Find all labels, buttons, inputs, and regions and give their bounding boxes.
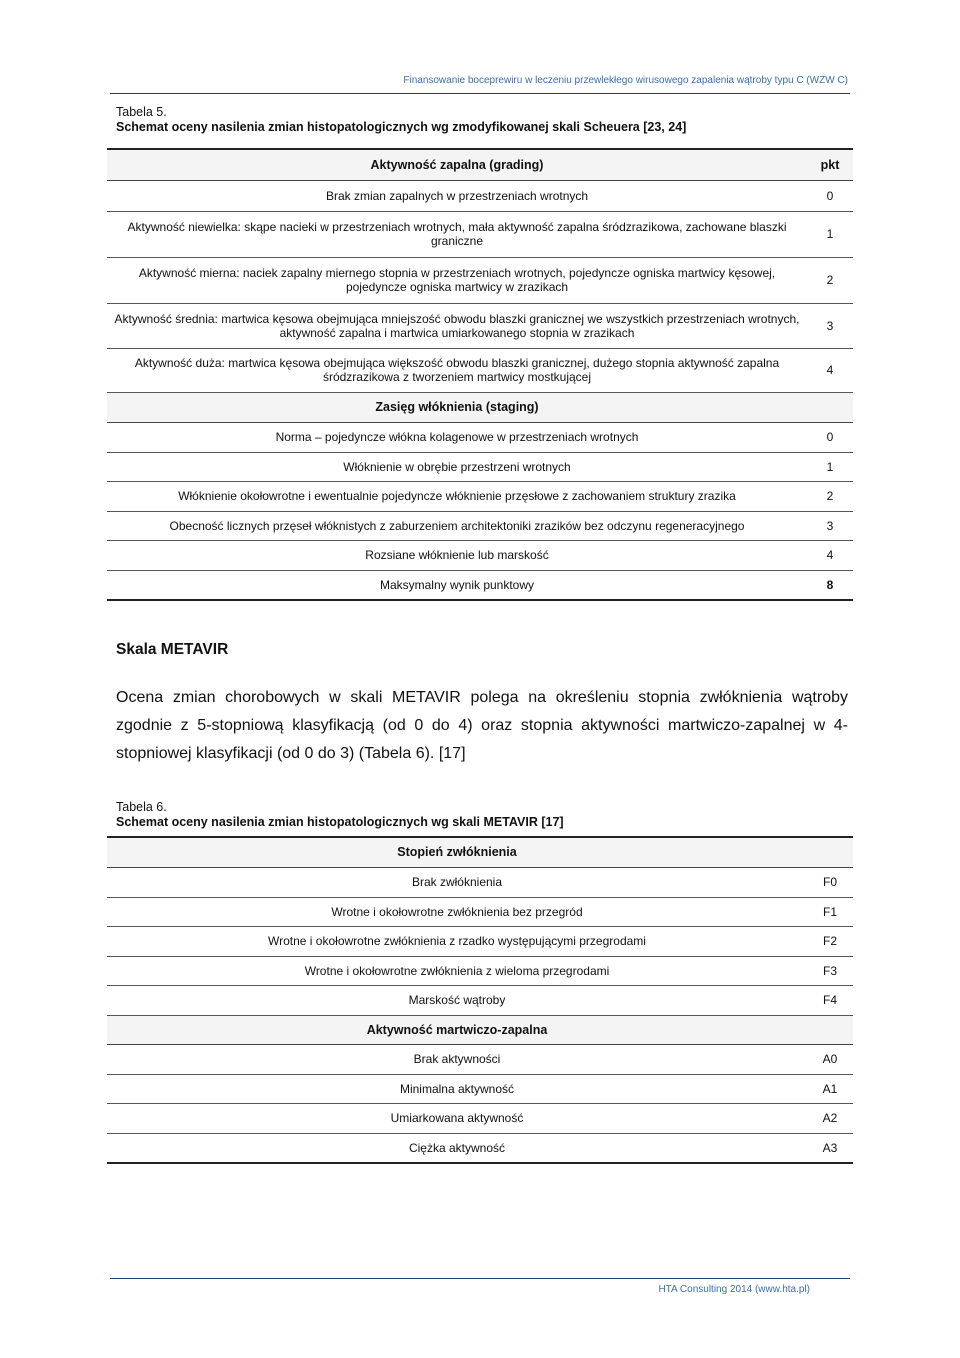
row-description: Umiarkowana aktywność [107,1103,807,1133]
row-description: Norma – pojedyncze włókna kolagenowe w przestrzeniach wrotnych [107,422,807,452]
table-row [107,867,853,897]
footer-rule [110,1278,850,1279]
table-row [107,511,853,540]
row-code: A0 [807,1044,853,1074]
pkt-header: pkt [807,149,853,180]
staging-header-empty [807,392,853,422]
table6-activity-header-row [107,1015,853,1044]
table-row [107,211,853,257]
fibrosis-header: Stopień zwłóknienia [107,837,807,867]
table6-caption [116,800,564,830]
row-description: Aktywność duża: martwica kęsowa obejmująca większość obwodu blaszki granicznej, dużego stopnia aktywność zapalna śródzrazikowa z tworzeniem martwicy mostkującej [107,348,807,392]
row-code: F2 [807,926,853,956]
row-points: 1 [807,452,853,481]
fibrosis-header-empty [807,837,853,867]
table-row [107,897,853,926]
running-header: Finansowanie boceprewiru w leczeniu przewlekłego wirusowego zapalenia wątroby typu C (WZW C) [403,75,848,86]
row-description: Ciężka aktywność [107,1133,807,1163]
table-row [107,1103,853,1133]
row-description: Obecność licznych przęseł włóknistych z zaburzeniem architektoniki zrazików bez odczynu regeneracyjnego [107,511,807,540]
row-description: Aktywność mierna: naciek zapalny miernego stopnia w przestrzeniach wrotnych, pojedyncze ogniska martwicy kęsowej, pojedyncze ogniska martwicy w zrazikach [107,257,807,303]
table-row-max [107,570,853,600]
row-code: F4 [807,985,853,1015]
row-points: 1 [807,211,853,257]
row-code: A1 [807,1074,853,1103]
table5-staging-header-row [107,392,853,422]
table5-label: Tabela 5. [116,105,167,119]
table-row [107,481,853,511]
row-points: 3 [807,303,853,348]
table-row [107,180,853,211]
row-code: F3 [807,956,853,985]
table-row [107,422,853,452]
row-points: 0 [807,180,853,211]
activity-header-empty [807,1015,853,1044]
section-title: Skala METAVIR [116,641,229,658]
row-points: 2 [807,481,853,511]
row-description: Wrotne i okołowrotne zwłóknienia z rzadko występującymi przegrodami [107,926,807,956]
row-code: A3 [807,1133,853,1163]
max-points: 8 [807,570,853,600]
table-row [107,926,853,956]
row-description: Włóknienie w obrębie przestrzeni wrotnych [107,452,807,481]
row-description: Brak aktywności [107,1044,807,1074]
table-row [107,985,853,1015]
grading-header: Aktywność zapalna (grading) [107,149,807,180]
row-points: 2 [807,257,853,303]
section-paragraph: Ocena zmian chorobowych w skali METAVIR polega na określeniu stopnia zwłóknienia wątroby zgodnie z 5-stopniową klasyfikacją (od 0 do 4) oraz stopnia aktywności martwiczo-zapalnej w 4-stopniowej klasyfikacji (od 0 do 3) (Tabela 6). [17] [116,689,848,762]
table5-caption [116,105,686,135]
row-description: Rozsiane włóknienie lub marskość [107,540,807,570]
row-description: Aktywność niewielka: skąpe nacieki w przestrzeniach wrotnych, mała aktywność zapalna śródzrazikowa, zachowane blaszki graniczne [107,211,807,257]
row-description: Wrotne i okołowrotne zwłóknienia z wieloma przegrodami [107,956,807,985]
row-code: F1 [807,897,853,926]
table5-grading-header-row [107,149,853,180]
table5 [107,148,853,601]
row-description: Aktywność średnia: martwica kęsowa obejmująca mniejszość obwodu blaszki granicznej we wszystkich przestrzeniach wrotnych, aktywność zapalna i martwica umiarkowanego stopnia w zrazikach [107,303,807,348]
footer-text: HTA Consulting 2014 (www.hta.pl) [658,1284,810,1295]
table-row [107,540,853,570]
row-description: Minimalna aktywność [107,1074,807,1103]
table-row [107,257,853,303]
activity-header: Aktywność martwiczo-zapalna [107,1015,807,1044]
row-code: F0 [807,867,853,897]
table5-title: Schemat oceny nasilenia zmian histopatologicznych wg zmodyfikowanej skali Scheuera [23, 24] [116,120,687,134]
table-row [107,303,853,348]
row-points: 4 [807,540,853,570]
row-description: Wrotne i okołowrotne zwłóknienia bez przegród [107,897,807,926]
row-description: Włóknienie okołowrotne i ewentualnie pojedyncze włóknienie przęsłowe z zachowaniem struktury zrazika [107,481,807,511]
table-row [107,956,853,985]
table-row [107,1074,853,1103]
table-row [107,452,853,481]
row-points: 3 [807,511,853,540]
row-points: 0 [807,422,853,452]
row-description: Marskość wątroby [107,985,807,1015]
table-row [107,1133,853,1163]
row-description: Brak zmian zapalnych w przestrzeniach wrotnych [107,180,807,211]
table6-title: Schemat oceny nasilenia zmian histopatologicznych wg skali METAVIR [17] [116,815,564,829]
table6-label: Tabela 6. [116,800,167,814]
table6 [107,836,853,1164]
row-description: Brak zwłóknienia [107,867,807,897]
staging-header: Zasięg włóknienia (staging) [107,392,807,422]
table-row [107,1044,853,1074]
row-code: A2 [807,1103,853,1133]
max-description: Maksymalny wynik punktowy [107,570,807,600]
table-row [107,348,853,392]
row-points: 4 [807,348,853,392]
table6-fibrosis-header-row [107,837,853,867]
header-rule [110,93,850,94]
